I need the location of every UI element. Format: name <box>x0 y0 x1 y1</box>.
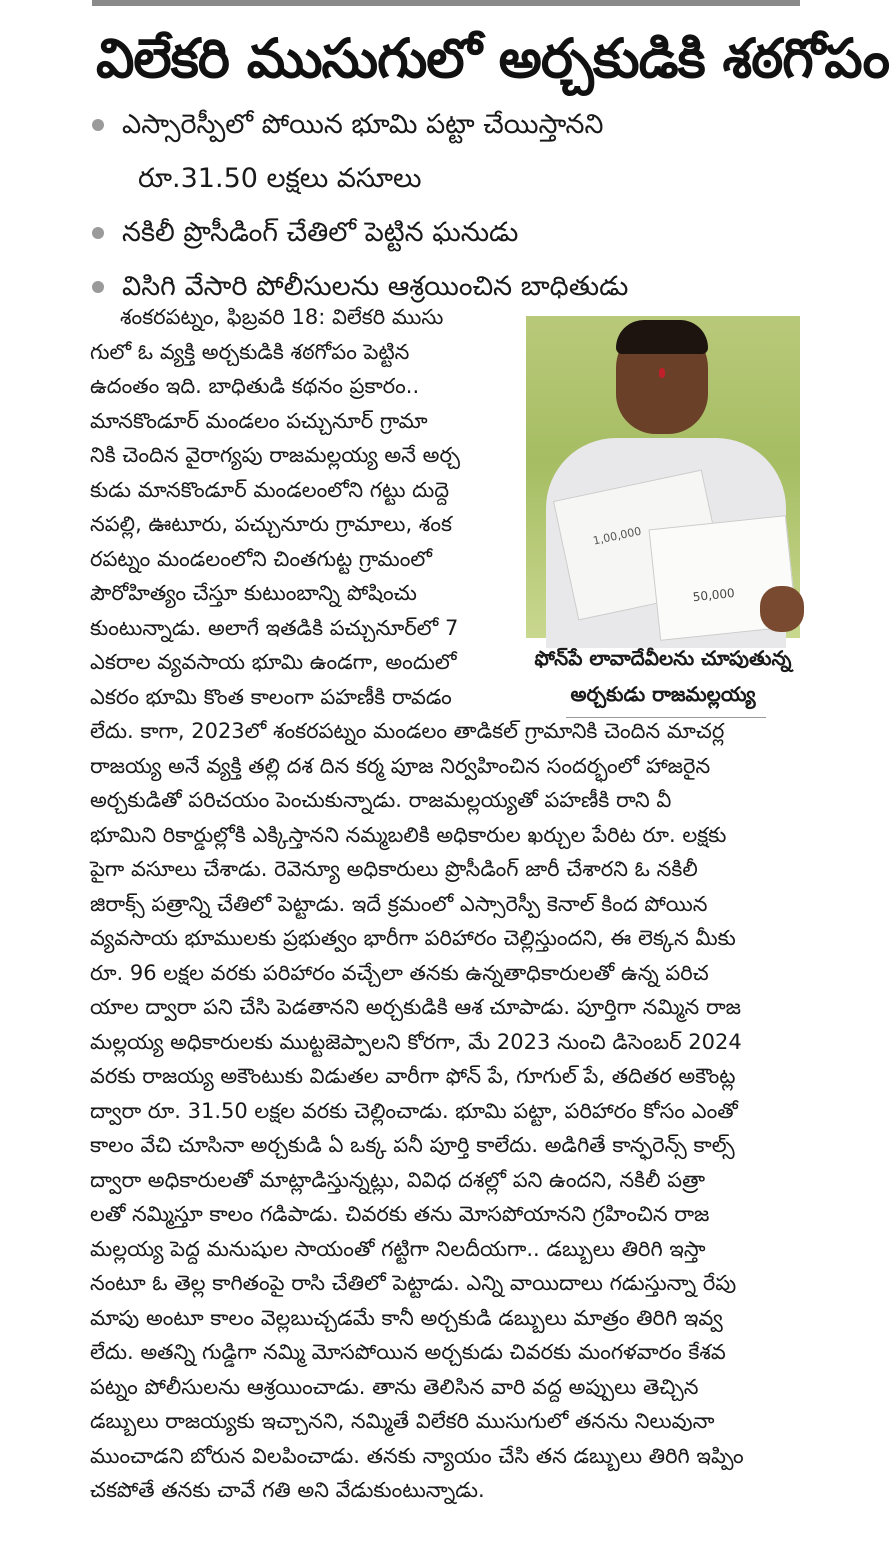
article-line: లేదు. కాగా, 2023లో శంకరపట్నం మండలం తాడికల్ గ్రామానికి చెందిన మాచర్ల <box>90 719 725 743</box>
article-line: నికి చెందిన వైరాగ్యపు రాజమల్లయ్య అనే అర్చ <box>90 443 461 467</box>
priest-photo <box>526 316 800 638</box>
article-line <box>90 1508 800 1543</box>
article-body-wide <box>90 714 800 1542</box>
article-line: కాలం వేచి చూసినా అర్చకుడి ఏ ఒక్క పనీ పూర్తి కాలేదు. అడిగితే కాన్ఫరెన్స్ కాల్స్ <box>90 1133 735 1157</box>
article-line: మల్లయ్య అధికారులకు ముట్టజెప్పాలని కోరగా, మే 2023 నుంచి డిసెంబర్ 2024 <box>90 1029 742 1054</box>
article-line: మల్లయ్య పెద్ద మనుషుల సాయంతో గట్టిగా నిలదీయగా.. డబ్బులు తిరిగి ఇస్తా <box>90 1236 706 1261</box>
receipt-amount: 1,00,000 <box>591 524 643 548</box>
article-line: పౌరోహిత్యం చేస్తూ కుటుంబాన్ని పోషించు <box>90 581 417 605</box>
article-line: లేదు. అతన్ని గుడ్డిగా నమ్మి మోసపోయిన అర్చకుడు చివరకు మంగళవారం కేశవ <box>90 1340 726 1364</box>
article-line: అర్చకుడితో పరిచయం పెంచుకున్నాడు. రాజమల్లయ్యతో పహణీకి రాని వీ <box>90 788 672 812</box>
article-line: వరకు రాజయ్య అకౌంటుకు విడుతల వారీగా ఫోన్ పే, గూగుల్ పే, తదితర అకౌంట్ల <box>90 1064 736 1088</box>
headline: విలేకరి ముసుగులో అర్చకుడికి శఠగోపం <box>96 27 889 90</box>
bullet-item <box>92 206 792 260</box>
article-body-narrow <box>90 300 510 714</box>
article-line: గులో ఓ వ్యక్తి అర్చకుడికి శఠగోపం పెట్టిన <box>90 339 410 364</box>
photo-hand <box>760 586 804 632</box>
bullet-item-continuation <box>92 152 792 206</box>
article-line: నపల్లి, ఊటూరు, పచ్చునూరు గ్రామాలు, శంక <box>90 512 452 536</box>
article-line: కుడు మానకొండూర్ మండలంలోని గట్టు దుద్దె <box>90 477 450 502</box>
article-line: వ్యవసాయ భూములకు ప్రభుత్వం భారీగా పరిహారం చెల్లిస్తుందని, ఈ లెక్కన మీకు <box>90 926 736 950</box>
caption-line: అర్చకుడు రాజమల్లయ్య <box>570 682 756 706</box>
article-line: ద్వారా అధికారులతో మాట్లాడిస్తున్నట్లు, వివిధ దశల్లో పని ఉందని, నకిలీ పత్రా <box>90 1167 706 1192</box>
article-line: మానకొండూర్ మండలం పచ్చునూర్ గ్రామా <box>90 408 428 433</box>
article-line: ద్వారా రూ. 31.50 లక్షల వరకు చెల్లించాడు. భూమి పట్టా, పరిహారం కోసం ఎంతో <box>90 1098 738 1123</box>
article-line: కుంటున్నాడు. అలాగే ఇతడికి పచ్చునూర్‌లో 7 <box>90 615 459 640</box>
photo-caption <box>526 640 800 712</box>
bullet-text: నకిలీ ప్రొసీడింగ్ చేతిలో పెట్టిన ఘనుడు <box>122 217 519 248</box>
article-line: ఎకరాల వ్యవసాయ భూమి ఉండగా, అందులో <box>90 650 457 674</box>
bullet-dot-icon <box>92 281 104 293</box>
article-line: లతో నమ్మిస్తూ కాలం గడిపాడు. చివరకు తను మోసపోయానని గ్రహించిన రాజ <box>90 1202 710 1226</box>
bullet-text: విసిగి వేసారి పోలీసులను ఆశ్రయించిన బాధితుడు <box>122 271 629 302</box>
photo-hair <box>616 320 708 354</box>
receipt-amount: 50,000 <box>692 585 736 605</box>
bullet-text: రూ.31.50 లక్షలు వసూలు <box>138 163 422 194</box>
article-line: నంటూ ఓ తెల్ల కాగితంపై రాసి చేతిలో పెట్టాడు. ఎన్ని వాయిదాలు గడుస్తున్నా రేపు <box>90 1271 737 1295</box>
article-line: మాపు అంటూ కాలం వెల్లబుచ్చడమే కానీ అర్చకుడి డబ్బులు మాత్రం తిరిగి ఇవ్వ <box>90 1305 723 1330</box>
article-line: రపట్నం మండలంలోని చింతగుట్ట గ్రామంలో <box>90 546 433 571</box>
top-rule <box>92 0 800 6</box>
photo-tilak <box>659 368 665 378</box>
summary-bullets <box>92 98 792 314</box>
article-line: డబ్బులు రాజయ్యకు ఇచ్చానని, నమ్మితే విలేకరి ముసుగులో తనను నిలువునా <box>90 1409 715 1433</box>
article-line: ఉదంతం ఇది. బాధితుడి కథనం ప్రకారం.. <box>90 374 420 398</box>
article-line: భూమిని రికార్డుల్లోకి ఎక్కిస్తానని నమ్మబలికి అధికారుల ఖర్చుల పేరిట రూ. లక్షకు <box>90 822 727 847</box>
caption-line: ఫోన్‌పే లావాదేవీలను చూపుతున్న <box>534 646 792 670</box>
article-line: జిరాక్స్ పత్రాన్ని చేతిలో పెట్టాడు. ఇదే క్రమంలో ఎస్సారెస్పీ కెనాల్ కింద పోయిన <box>90 891 708 916</box>
article-line: పట్నం పోలీసులను ఆశ్రయించాడు. తాను తెలిసిన వారి వద్ద అప్పులు తెచ్చిన <box>90 1374 699 1399</box>
article-line: చకపోతే తనకు చావే గతి అని వేడుకుంటున్నాడు. <box>90 1478 485 1502</box>
bullet-item <box>92 98 792 152</box>
bullet-text: ఎస్సారెస్పీలో పోయిన భూమి పట్టా చేయిస్తానని <box>122 109 604 140</box>
article-line: రూ. 96 లక్షల వరకు పరిహారం వచ్చేలా తనకు ఉన్నతాధికారులతో ఉన్న పరిచ <box>90 960 709 985</box>
article-line: ఎకరం భూమి కొంత కాలంగా పహణీకి రావడం <box>90 684 452 709</box>
article-line: యాల ద్వారా పని చేసి పెడతానని అర్చకుడికి ఆశ చూపాడు. పూర్తిగా నమ్మిన రాజ <box>90 995 741 1019</box>
article-line: శంకరపట్నం, ఫిబ్రవరి 18: విలేకరి ముసు <box>120 305 444 329</box>
article-line: పైగా వసూలు చేశాడు. రెవెన్యూ అధికారులు ప్రొసీడింగ్ జారీ చేశారని ఓ నకిలీ <box>90 857 698 881</box>
bullet-dot-icon <box>92 119 104 131</box>
article-line: రాజయ్య అనే వ్యక్తి తల్లి దశ దిన కర్మ పూజ నిర్వహించిన సందర్భంలో హాజరైన <box>90 753 711 778</box>
bullet-dot-icon <box>92 227 104 239</box>
article-line: ముంచాడని బోరున విలపించాడు. తనకు న్యాయం చేసి తన డబ్బులు తిరిగి ఇప్పిం <box>90 1443 744 1468</box>
